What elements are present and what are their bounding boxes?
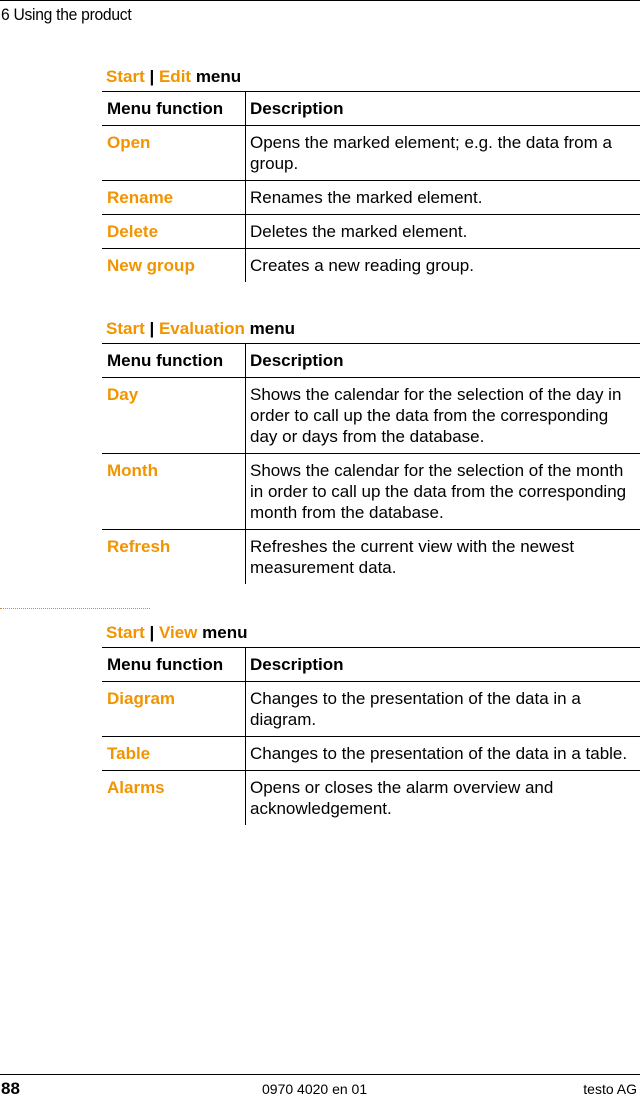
function-table: Table [102,737,246,771]
col-description-header: Description [246,648,640,682]
table-row [102,181,640,215]
table-header-row [102,92,640,126]
table-header-row [102,344,640,378]
function-day: Day [102,378,246,454]
company-name: testo AG [583,1081,637,1097]
path-start: Start [106,319,145,338]
page-number: 88 [1,1079,20,1099]
description-day: Shows the calendar for the selection of the day in order to call up the data from the corresponding day or days from the database. [246,378,640,454]
function-new-group: New group [102,249,246,283]
table-header-row [102,648,640,682]
header-rule [0,0,640,1]
table-row [102,249,640,283]
evaluation-menu-table [102,343,640,584]
path-separator: | [149,319,154,338]
table-row [102,215,640,249]
description-diagram: Changes to the presentation of the data in a diagram. [246,682,640,737]
table-row [102,454,640,530]
description-new-group: Creates a new reading group. [246,249,640,283]
section-title-view [106,623,247,643]
path-menu: Evaluation [159,319,245,338]
function-open: Open [102,126,246,181]
function-delete: Delete [102,215,246,249]
description-delete: Deletes the marked element. [246,215,640,249]
path-suffix: menu [196,67,241,86]
document-id: 0970 4020 en 01 [262,1081,367,1097]
description-table: Changes to the presentation of the data in a table. [246,737,640,771]
col-description-header: Description [246,92,640,126]
path-separator: | [149,623,154,642]
table-row [102,737,640,771]
view-menu-table [102,647,640,825]
table-row [102,378,640,454]
col-description-header: Description [246,344,640,378]
edit-menu-table [102,91,640,282]
col-function-header: Menu function [102,92,246,126]
col-function-header: Menu function [102,648,246,682]
description-open: Opens the marked element; e.g. the data from a group. [246,126,640,181]
description-rename: Renames the marked element. [246,181,640,215]
chapter-header: 6 Using the product [1,5,131,25]
path-menu: Edit [159,67,191,86]
description-month: Shows the calendar for the selection of the month in order to call up the data from the corresponding month from the database. [246,454,640,530]
table-row [102,530,640,585]
description-refresh: Refreshes the current view with the newest measurement data. [246,530,640,585]
description-alarms: Opens or closes the alarm overview and acknowledgement. [246,771,640,826]
function-diagram: Diagram [102,682,246,737]
table-row [102,682,640,737]
path-suffix: menu [250,319,295,338]
table-row [102,126,640,181]
section-title-evaluation [106,319,295,339]
path-start: Start [106,623,145,642]
function-rename: Rename [102,181,246,215]
path-start: Start [106,67,145,86]
path-suffix: menu [202,623,247,642]
path-menu: View [159,623,197,642]
table-row [102,771,640,826]
footer-rule [0,1074,640,1075]
section-title-edit [106,67,241,87]
dotted-divider [0,608,150,609]
function-refresh: Refresh [102,530,246,585]
col-function-header: Menu function [102,344,246,378]
function-alarms: Alarms [102,771,246,826]
function-month: Month [102,454,246,530]
path-separator: | [149,67,154,86]
